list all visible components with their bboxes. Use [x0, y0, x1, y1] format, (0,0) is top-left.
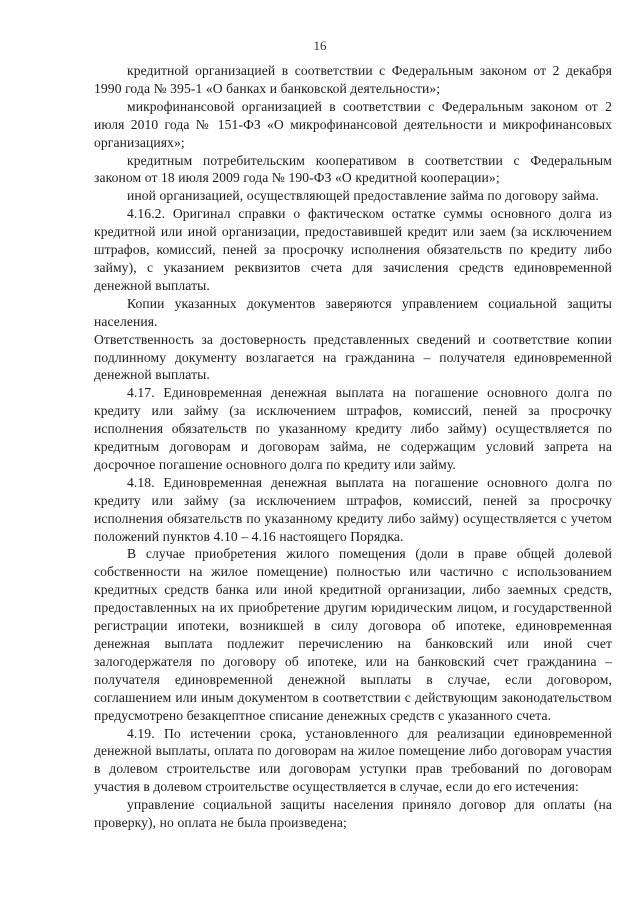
paragraph-4-19: 4.19. По истечении срока, установленного для реализации единовременной денежной выплаты, оплата по договорам на жилое помещение либо договорам участия в долевом строительстве или договорам уступки прав требований по договорам участия в долевом строительстве осуществляется в случае, если до его истечения:	[94, 725, 612, 795]
paragraph-housing-purchase: В случае приобретения жилого помещения (доли в праве общей долевой собственности на жилое помещение) полностью или частично с использованием кредитных средств банка или иной кредитной организации, либо заемных средств, предоставленных на их приобретение другим юридическим лицом, и государственной регистрации ипотеки, возникшей в силу договора об ипотеке, единовременная денежная выплата подлежит перечислению на банковский или иной счет залогодержателя по договору об ипотеке, или на банковский счет гражданина – получателя единовременной денежной выплаты в случае, если договором, соглашением или иным документом в соответствии с действующим законодательством предусмотрено безакцептное списание денежных средств с указанного счета.	[94, 546, 612, 723]
document-body	[94, 62, 612, 832]
paragraph-credit-organization: кредитной организацией в соответствии с Федеральным законом от 2 декабря 1990 года № 395-1 «О банках и банковской деятельности»;	[94, 63, 612, 96]
paragraph-copies-certified: Копии указанных документов заверяются управлением социальной защиты населения.	[94, 295, 612, 329]
paragraph-contract-accepted: управление социальной защиты населения приняло договор для оплаты (на проверку), но оплата не была произведена;	[94, 797, 612, 831]
paragraph-4-17: 4.17. Единовременная денежная выплата на погашение основного долга по кредиту или займу (за исключением штрафов, комиссий, пеней за просрочку исполнения обязательств по указанному кредиту либо займу) осуществляется по кредитным договорам и договорам займа, не содержащим условий запрета на досрочное погашение основного долга по кредиту или займу.	[94, 385, 612, 472]
paragraph-other-organization: иной организацией, осуществляющей предоставление займа по договору займа.	[127, 188, 599, 204]
paragraph-responsibility: Ответственность за достоверность представленных сведений и соответствие копии подлинному документу возлагается на гражданина – получателя единовременной денежной выплаты.	[94, 331, 612, 383]
page-number: 16	[313, 38, 327, 53]
paragraph-credit-cooperative: кредитным потребительским кооперативом в соответствии с Федеральным законом от 18 июля 2009 года № 190-ФЗ «О кредитной кооперации»;	[94, 152, 612, 186]
paragraph-4-18: 4.18. Единовременная денежная выплата на погашение основного долга по кредиту или займу (за исключением штрафов, комиссий, пеней за просрочку исполнения обязательств по указанному кредиту либо займу) осуществляется с учетом положений пунктов 4.10 – 4.16 настоящего Порядка.	[94, 474, 612, 544]
paragraph-4-16-2: 4.16.2. Оригинал справки о фактическом остатке суммы основного долга из кредитной или иной организации, предоставившей кредит или заем (за исключением штрафов, комиссий, пеней за просрочку исполнения обязательств по кредиту либо займу), с указанием реквизитов счета для зачисления средств единовременной денежной выплаты.	[94, 206, 612, 293]
paragraph-microfinance-organization: микрофинансовой организацией в соответствии с Федеральным законом от 2 июля 2010 года № 151-ФЗ «О микрофинансовой деятельности и микрофинансовых организациях»;	[94, 98, 612, 150]
